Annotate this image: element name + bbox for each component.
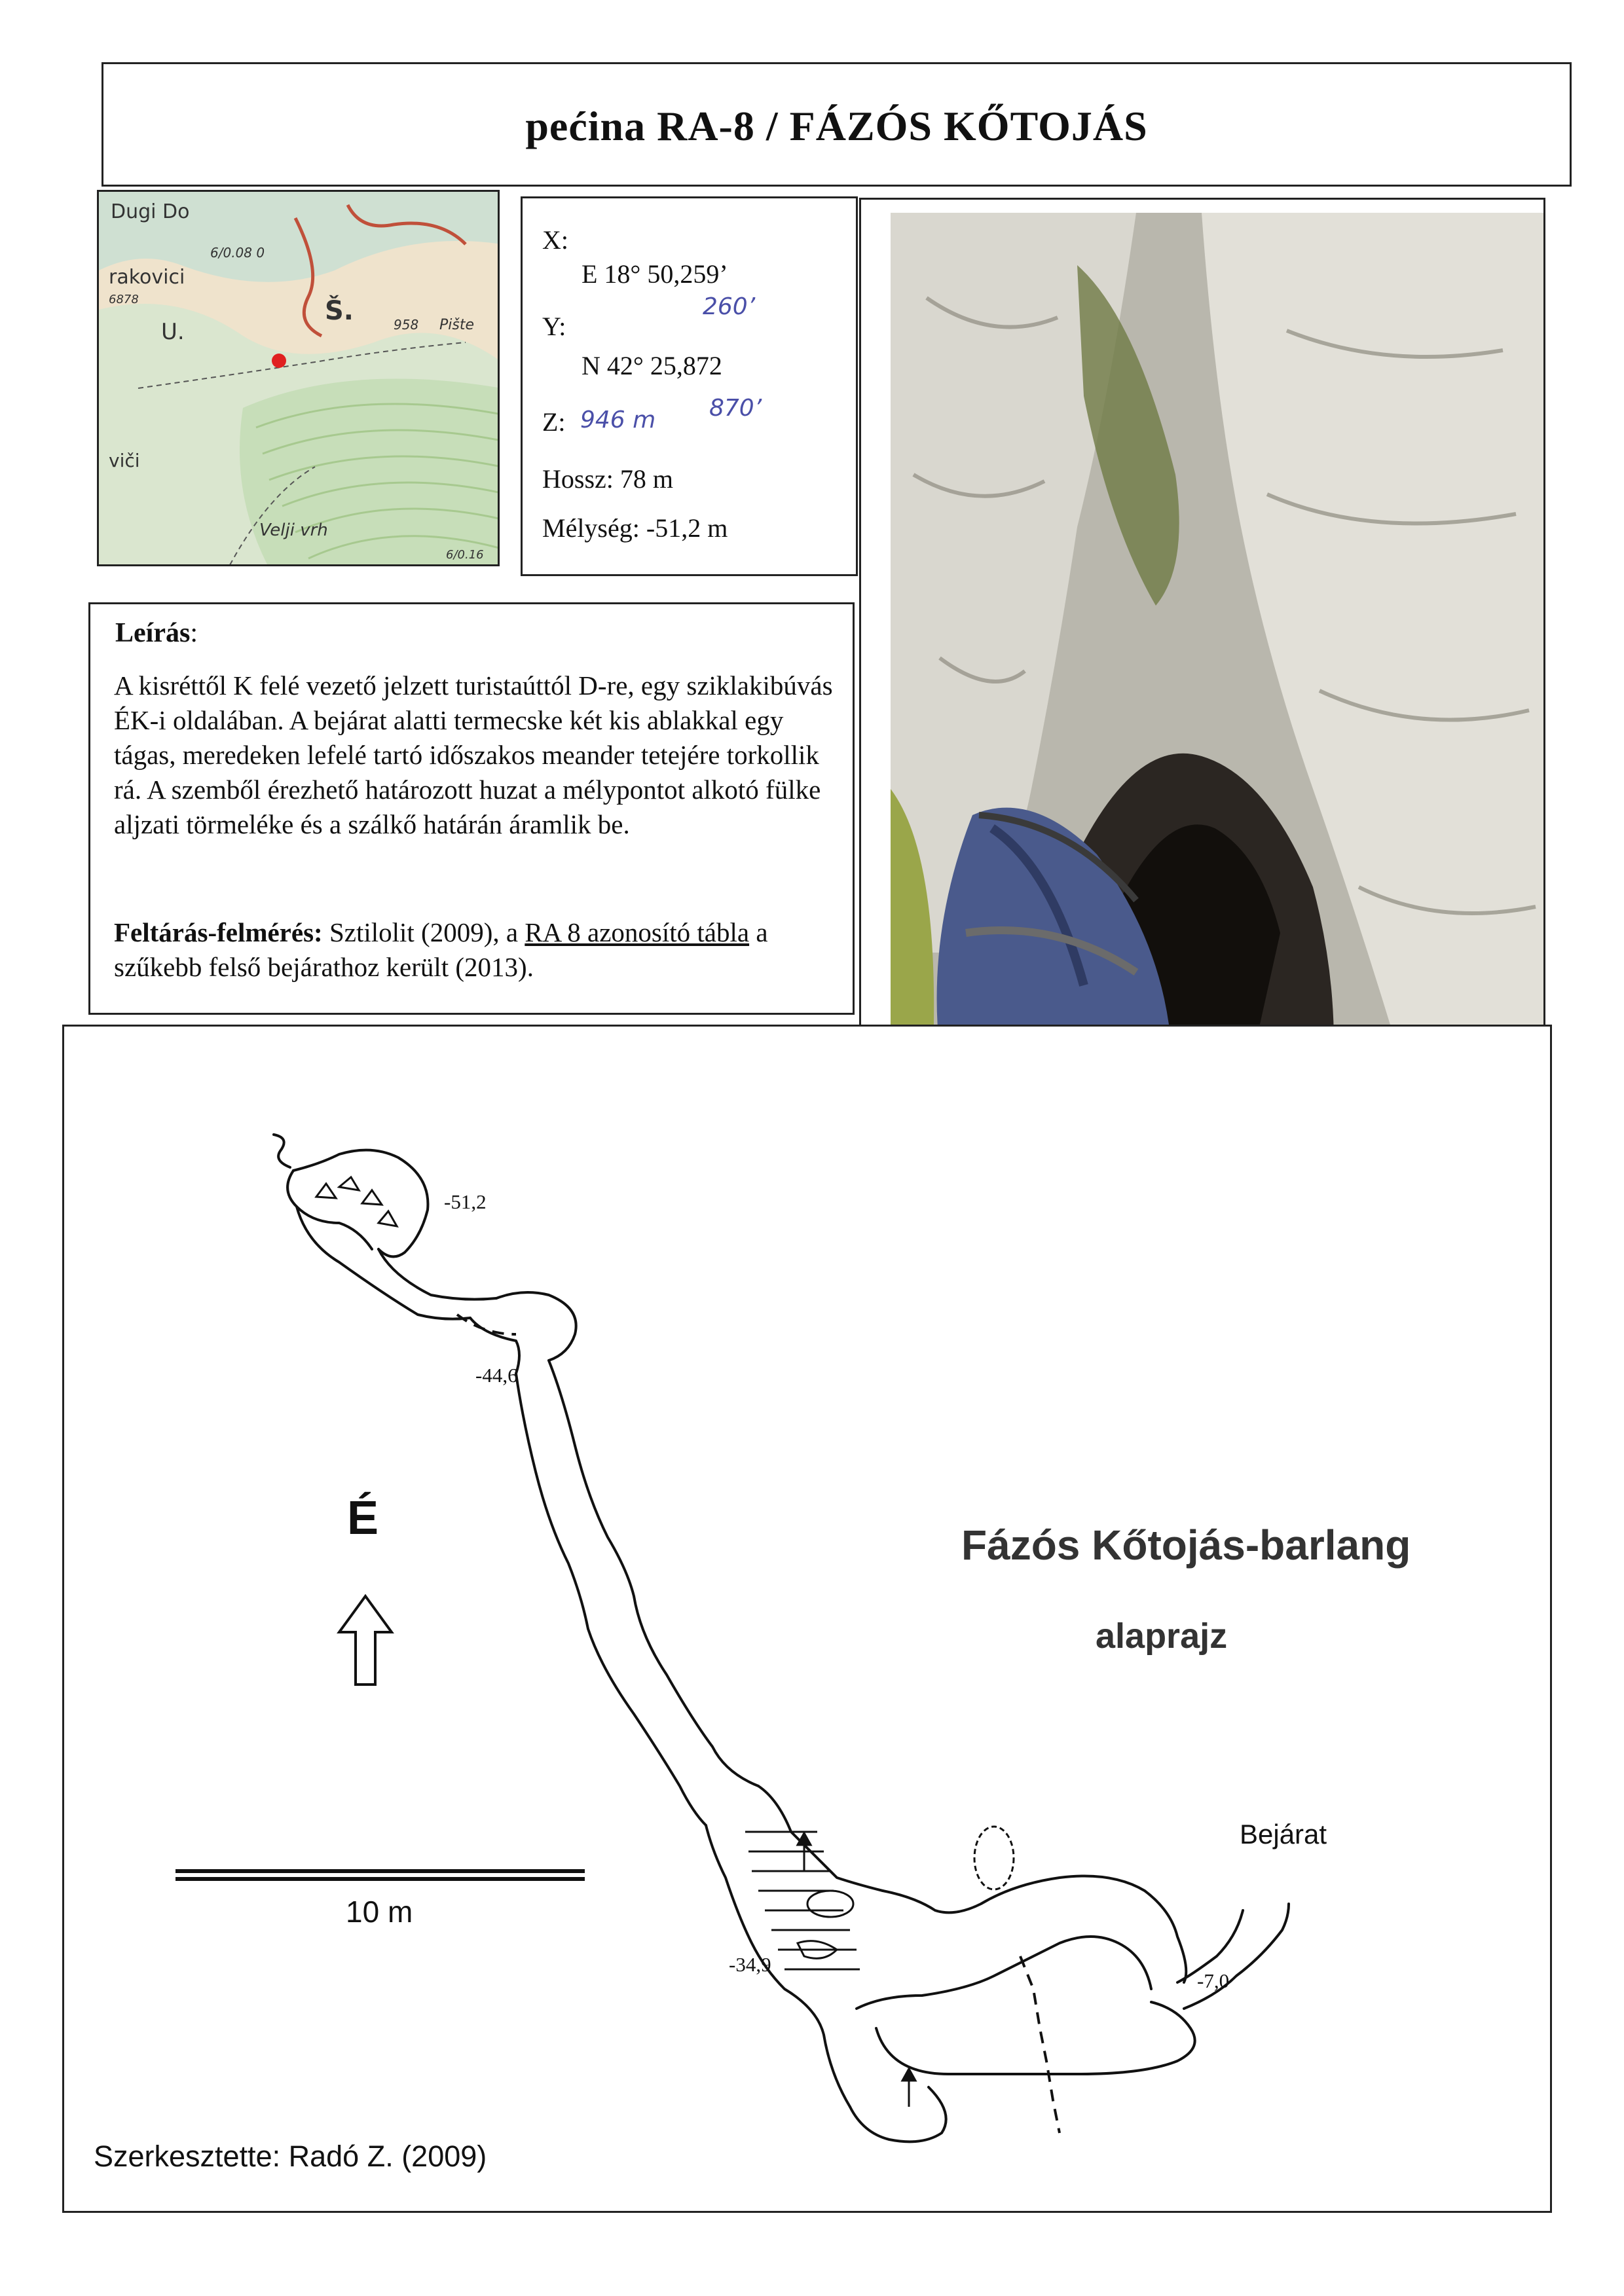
identification-plate: RA 8 azonosító tábla	[525, 917, 750, 947]
svg-text:958: 958	[394, 317, 419, 333]
x-value: E 18° 50,259’	[581, 259, 728, 289]
y-correction: 870’	[709, 395, 762, 422]
y-label: Y:	[542, 312, 566, 341]
description-label: Leírás	[115, 618, 191, 648]
scale-bar	[175, 1871, 585, 1879]
svg-text:Velji vrh: Velji vrh	[259, 520, 328, 540]
cave-location-marker	[272, 354, 286, 368]
author-credit: Szerkesztette: Radó Z. (2009)	[94, 2140, 487, 2173]
svg-text:viči: viči	[109, 450, 140, 471]
depth-label: -7,0	[1197, 1969, 1230, 1992]
map-label: Dugi Do	[111, 200, 190, 223]
svg-text:U.: U.	[161, 319, 185, 345]
coordinates-panel	[521, 196, 858, 576]
north-label: É	[347, 1492, 379, 1544]
svg-text:Pište: Pište	[439, 317, 475, 333]
x-correction: 260’	[703, 293, 756, 320]
svg-text:6/0.08 0: 6/0.08 0	[210, 245, 265, 261]
exploration-text-end: a szűkebb felső bejárathoz került (2013).	[114, 917, 768, 982]
description-label-colon: :	[190, 618, 198, 648]
location-map	[97, 190, 500, 566]
north-arrow-icon	[339, 1596, 392, 1685]
description-panel	[88, 602, 855, 1015]
passage-end-squiggle	[274, 1135, 290, 1167]
depth-label: -34,9	[729, 1953, 771, 1976]
depth-label: -44,6	[475, 1364, 518, 1387]
depth-value: Mélység: -51,2 m	[542, 513, 728, 543]
plan-title: Fázós Kőtojás-barlang	[961, 1522, 1411, 1569]
entrance-label: Bejárat	[1240, 1819, 1327, 1850]
exploration-paragraph	[114, 915, 834, 985]
svg-text:Š.: Š.	[325, 296, 354, 326]
cave-plan-panel	[62, 1025, 1552, 2213]
length-value: Hossz: 78 m	[542, 464, 673, 494]
plan-subtitle: alaprajz	[1096, 1616, 1228, 1656]
exploration-label: Feltárás-felmérés:	[114, 917, 323, 947]
z-value: 946 m	[580, 407, 656, 433]
depth-label: -51,2	[444, 1190, 487, 1213]
scale-label: 10 m	[346, 1895, 413, 1929]
svg-text:rakovici: rakovici	[109, 266, 185, 289]
topo-map-image	[99, 192, 500, 566]
svg-text:6/0.16: 6/0.16	[446, 548, 484, 562]
x-label: X:	[542, 225, 568, 255]
title-frame	[101, 62, 1572, 187]
page-title: pećina RA-8 / FÁZÓS KŐTOJÁS	[525, 103, 1148, 149]
description-text: A kisréttől K felé vezető jelzett turistaúttól D-re, egy sziklakibúvás ÉK-i oldalában. A bejárat alatti termecske két kis ablakkal egy tágas, meredeken lefelé tartó időszakos meander tetejére torkollik rá. A szemből érezhető határozott huzat a mélypontot alkotó fülke aljzati törmeléke és a szálkő határán áramlik be.	[114, 670, 833, 839]
z-label: Z:	[542, 407, 566, 437]
svg-text:6878: 6878	[109, 293, 139, 306]
description-heading	[115, 617, 198, 649]
exploration-text: Sztilolit (2009), a	[322, 917, 525, 947]
cave-plan-drawing	[64, 1027, 1550, 2211]
y-value: N 42° 25,872	[581, 351, 722, 380]
